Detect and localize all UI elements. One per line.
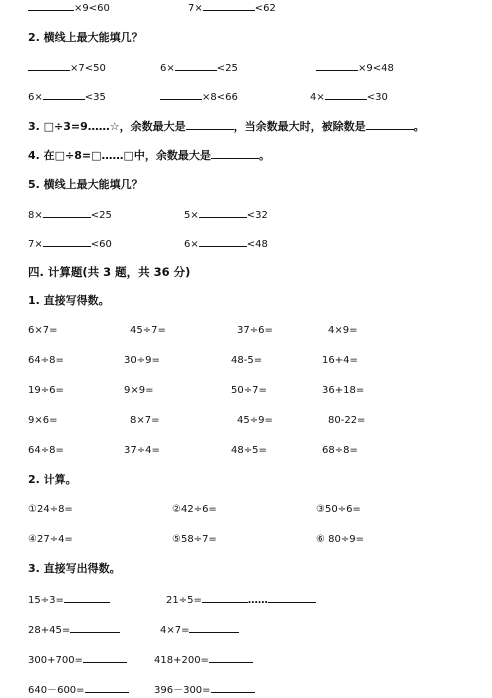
q2-problem-2: 6× <25 — [160, 60, 238, 76]
answer-blank[interactable] — [268, 592, 316, 603]
calc-item: ③50÷6= — [316, 504, 361, 515]
question-5-title: 5. 横线上最大能填几？ — [28, 178, 143, 191]
q5-problem-1: 8× <25 — [28, 207, 112, 223]
q2-problem-4: 6× <35 — [28, 89, 106, 105]
answer-blank[interactable] — [64, 592, 110, 603]
q2-problem-1: ×7<50 — [28, 60, 106, 76]
answer-blank[interactable] — [43, 89, 85, 100]
answer-blank[interactable] — [202, 592, 248, 603]
calc-3-item: 15÷3= — [28, 592, 110, 608]
section-4-heading: 四. 计算题(共 3 题，共 36 分) — [28, 265, 191, 279]
calc-item: 45÷9= — [237, 415, 273, 426]
answer-blank[interactable] — [189, 622, 239, 633]
calc-item: 9×9= — [124, 385, 154, 396]
q5-problem-2: 5× <32 — [184, 207, 268, 223]
calc-3-item: 4×7= — [160, 622, 239, 638]
calc-item: 9×6= — [28, 415, 58, 426]
calc-item: 64÷8= — [28, 445, 64, 456]
answer-blank[interactable] — [203, 0, 255, 11]
calc-item: 68÷8= — [322, 445, 358, 456]
calc-item: 64÷8= — [28, 355, 64, 366]
calc-item: 19÷6= — [28, 385, 64, 396]
calc-item: 30÷9= — [124, 355, 160, 366]
answer-blank[interactable] — [209, 652, 253, 663]
calc-item: 45÷7= — [130, 325, 166, 336]
answer-blank[interactable] — [43, 236, 91, 247]
calc-3-item: 640－600= — [28, 682, 129, 698]
question-4: 4. 在□÷8=□……□中，余数最大是 。 — [28, 149, 270, 162]
calc-item: 80-22= — [328, 415, 366, 426]
calc-1-title: 1. 直接写得数。 — [28, 294, 110, 307]
calc-3-title: 3. 直接写出得数。 — [28, 562, 121, 575]
calc-2-title: 2. 计算。 — [28, 473, 77, 486]
answer-blank[interactable] — [366, 119, 414, 130]
q2-problem-5: ×8<66 — [160, 89, 238, 105]
q5-problem-4: 6× <48 — [184, 236, 268, 252]
answer-blank[interactable] — [175, 60, 217, 71]
calc-item: 37÷4= — [124, 445, 160, 456]
answer-blank[interactable] — [199, 236, 247, 247]
answer-blank[interactable] — [43, 207, 91, 218]
question-3: 3. □÷3=9……☆，余数最大是 ，当余数最大时，被除数是 。 — [28, 120, 425, 133]
calc-item: 48÷5= — [231, 445, 267, 456]
calc-item: 37÷6= — [237, 325, 273, 336]
q5-problem-3: 7× <60 — [28, 236, 112, 252]
question-2-title: 2. 横线上最大能填几？ — [28, 31, 143, 44]
calc-3-item: 300+700= — [28, 652, 127, 668]
calc-3-item: 21÷5= …… — [166, 592, 316, 608]
answer-blank[interactable] — [211, 148, 259, 159]
calc-item: ⑥ 80÷9= — [316, 534, 364, 545]
calc-3-item: 28+45= — [28, 622, 120, 638]
answer-blank[interactable] — [160, 89, 202, 100]
answer-blank[interactable] — [199, 207, 247, 218]
q2-problem-6: 4× <30 — [310, 89, 388, 105]
calc-item: 50÷7= — [231, 385, 267, 396]
answer-blank[interactable] — [83, 652, 127, 663]
calc-item: 16+4= — [322, 355, 358, 366]
answer-blank[interactable] — [85, 682, 129, 693]
answer-blank[interactable] — [316, 60, 358, 71]
calc-item: ④27÷4= — [28, 534, 73, 545]
calc-item: ①24÷8= — [28, 504, 73, 515]
answer-blank[interactable] — [325, 89, 367, 100]
answer-blank[interactable] — [70, 622, 120, 633]
calc-item: 4×9= — [328, 325, 358, 336]
calc-item: 48-5= — [231, 355, 263, 366]
calc-3-item: 418+200= — [154, 652, 253, 668]
top-right-problem: 7× <62 — [188, 0, 276, 16]
calc-3-item: 396－300= — [154, 682, 255, 698]
calc-item: 6×7= — [28, 325, 58, 336]
top-left-problem: ×9<60 — [28, 0, 110, 16]
calc-item: 8×7= — [130, 415, 160, 426]
q2-problem-3: ×9<48 — [316, 60, 394, 76]
answer-blank[interactable] — [28, 0, 74, 11]
answer-blank[interactable] — [28, 60, 70, 71]
calc-item: 36+18= — [322, 385, 365, 396]
calc-item: ②42÷6= — [172, 504, 217, 515]
answer-blank[interactable] — [211, 682, 255, 693]
answer-blank[interactable] — [186, 119, 234, 130]
calc-item: ⑤58÷7= — [172, 534, 217, 545]
